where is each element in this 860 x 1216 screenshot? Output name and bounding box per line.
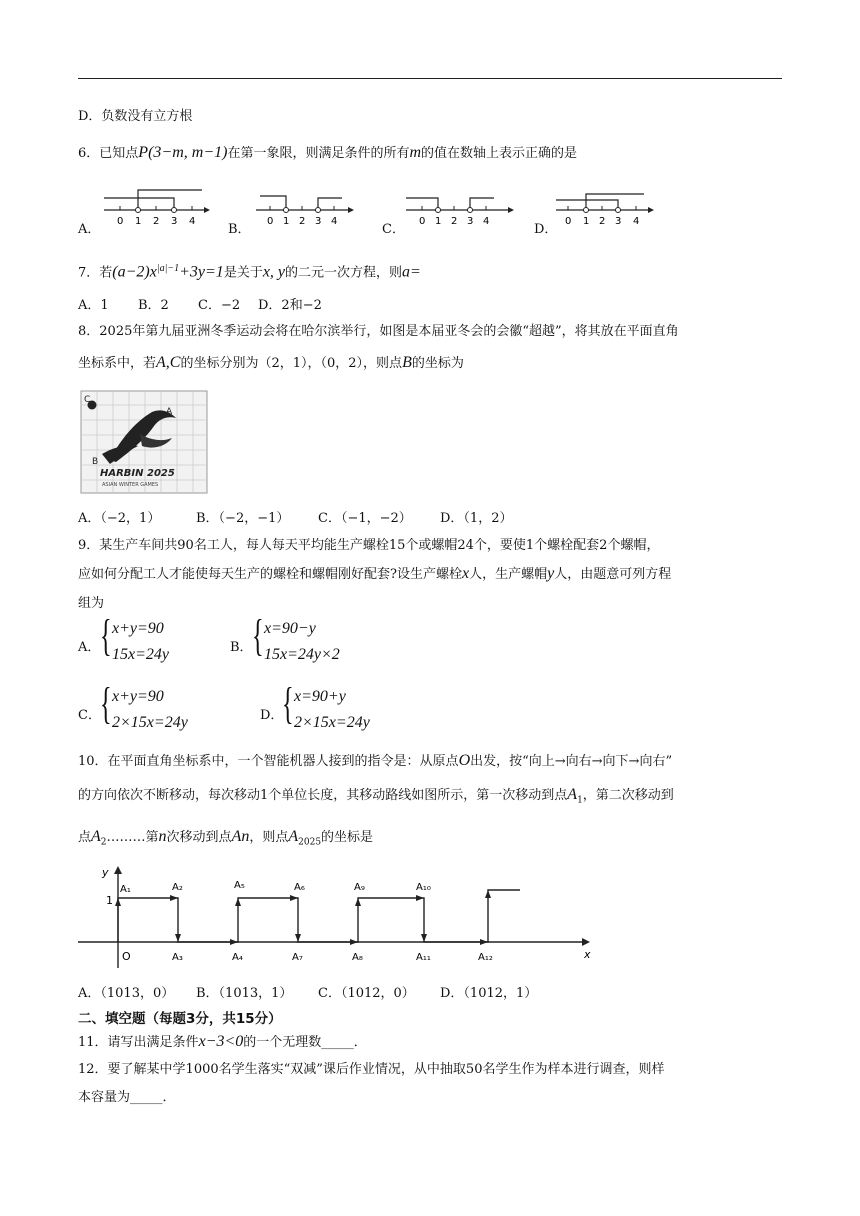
q6-stem (78, 144, 577, 163)
tick-label: 2 (299, 216, 306, 227)
q9-option-d-system (282, 679, 412, 736)
q7-vars: x, y (262, 263, 286, 281)
eq-2: 2×15x=24y (112, 714, 188, 731)
point-label-a8: A₈ (352, 952, 363, 963)
tick-label: 2 (451, 216, 458, 227)
q10-text-2b: ，第二次移动到 (582, 788, 674, 803)
q10-text-3c: 次移动到点 (166, 830, 232, 845)
q12-end: ． (162, 1090, 176, 1105)
graph-y-label: y (102, 866, 109, 879)
q12-text-1: 要了解某中学1000名学生落实“双减”课后作业情况，从中抽取50名学生作为样本进行调查，则样 (107, 1062, 665, 1077)
q9-option-d-label: D． (260, 708, 284, 723)
point-label-a11: A₁₁ (416, 952, 431, 963)
eq-1: x=90−y (264, 620, 316, 637)
q10-option-d: D．（1012，1） (440, 986, 538, 1001)
tick-label: 0 (117, 216, 124, 227)
logo-text: HARBIN 2025 (100, 468, 175, 479)
q8-option-b: B．（−2，−1） (196, 511, 290, 526)
tick-label: 0 (267, 216, 274, 227)
tick-label: 1 (583, 216, 590, 227)
q10-text-1a: 在平面直角坐标系中，一个智能机器人接到的指令是：从原点 (107, 754, 459, 769)
q10-a2: A (91, 828, 101, 845)
q9-number: 9． (78, 538, 100, 553)
q8-text-3: 的坐标分别为（2，1），（0，2），则点 (180, 356, 403, 371)
graph-origin-label: O (122, 950, 131, 963)
tick-label: 3 (615, 216, 622, 227)
q9-line-1 (78, 537, 659, 555)
q12-number: 12． (78, 1062, 108, 1077)
q6-option-a-numberline (100, 184, 210, 234)
q11-answer-blank[interactable]: _____ (321, 1035, 354, 1050)
q8-logo-figure (80, 390, 208, 494)
q10-a2025: A (288, 828, 299, 845)
q10-option-a: A．（1013，0） (78, 986, 175, 1001)
tick-label: 1 (435, 216, 442, 227)
tick-label: 1 (135, 216, 142, 227)
q6-text-2: 在第一象限，则满足条件的所有 (227, 146, 410, 161)
point-label-a10: A₁₀ (416, 882, 431, 893)
q8-text-1: 2025年第九届亚洲冬季运动会将在哈尔滨举行，如图是本届亚冬会的会徽“超越”，将其放在平面直角 (99, 324, 679, 339)
q10-path-graph (78, 862, 598, 972)
tick-label: 3 (467, 216, 474, 227)
tick-label: 3 (315, 216, 322, 227)
q8-ac: A,C (156, 354, 181, 371)
q10-text-3d: ，则点 (249, 830, 289, 845)
q12-line-1 (78, 1061, 664, 1079)
q7-text-3: 的二元一次方程，则 (285, 265, 403, 281)
q9-option-b-system (252, 611, 392, 668)
q9-text-2b: 人，生产螺帽 (469, 567, 548, 582)
q5-option-d: D．负数没有立方根 (78, 109, 193, 124)
q8-text-4: 的坐标为 (411, 356, 464, 371)
logo-subtext: ASIAN WINTER GAMES (102, 482, 159, 488)
q8-b: B (402, 354, 412, 371)
eq-1: x=90+y (294, 688, 346, 705)
tick-label: 4 (189, 216, 196, 227)
q6-var: m (409, 144, 422, 161)
tick-label: 4 (331, 216, 338, 227)
q8-number: 8． (78, 324, 100, 339)
q6-point: P (138, 144, 149, 161)
point-label-a7: A₇ (292, 952, 303, 963)
graph-x-label: x (584, 948, 591, 961)
logo-label-a: A (166, 407, 173, 417)
q10-text-2a: 的方向依次不断移动，每次移动1个单位长度，其移动路线如图所示，第一次移动到点 (78, 788, 568, 803)
eq-1: x+y=90 (112, 688, 164, 705)
q8-line-2 (78, 354, 464, 373)
q11-text-2: 的一个无理数 (243, 1035, 322, 1050)
q6-coords: (3−m, m−1) (148, 144, 228, 161)
q8-line-1 (78, 323, 679, 341)
graph-one-label: 1 (106, 894, 113, 907)
q6-option-d-numberline (552, 186, 662, 228)
q12-text-2: 本容量为 (78, 1090, 131, 1105)
q7-option-b: B．2 (138, 298, 169, 313)
q6-option-c-numberline (402, 190, 520, 230)
eq-1: x+y=90 (112, 620, 164, 637)
q6-number: 6． (78, 146, 100, 161)
q6-option-d-label: D． (534, 222, 558, 237)
tick-label: 2 (599, 216, 606, 227)
brace-icon: { (282, 679, 294, 728)
q10-a1-sub: 1 (577, 795, 583, 806)
point-label-a9: A₉ (354, 882, 365, 893)
brace-icon: { (100, 611, 112, 660)
tick-label: 3 (171, 216, 178, 227)
q9-text-2c: 人，由题意可列方程 (554, 567, 672, 582)
q9-option-c-label: C． (78, 708, 101, 723)
q8-option-a: A．（−2，1） (78, 511, 161, 526)
q9-line-3: 组为 (78, 596, 105, 611)
q9-x: x (461, 565, 470, 582)
brace-icon: { (100, 679, 112, 728)
q10-n: n (158, 828, 167, 845)
q10-o: O (458, 752, 471, 769)
q6-text-3: 的值在数轴上表示正确的是 (421, 146, 578, 161)
tick-label: 0 (565, 216, 572, 227)
tick-label: 2 (153, 216, 160, 227)
q9-option-a-system (100, 611, 220, 668)
logo-label-c: C (84, 395, 91, 405)
q8-option-c: C．（−1，−2） (318, 511, 412, 526)
q12-line-2 (78, 1089, 176, 1107)
q11-end: ． (353, 1035, 367, 1050)
q7-text-2: 是关于 (223, 265, 263, 281)
point-label-a4: A₄ (232, 952, 243, 963)
q10-a2-sub: 2 (100, 837, 107, 848)
q7-exponent: |a|−1 (156, 263, 180, 274)
q6-option-b-label: B． (228, 222, 251, 237)
q7-number: 7． (78, 265, 100, 281)
q9-option-b-label: B． (230, 640, 253, 655)
q9-text-2a: 应如何分配工人才能使每天生产的螺栓和螺帽刚好配套?设生产螺栓 (78, 567, 462, 582)
q10-number: 10． (78, 754, 108, 769)
q10-a1: A (567, 786, 578, 803)
point-label-a2: A₂ (172, 882, 183, 893)
q10-line-3 (78, 828, 373, 852)
q10-line-1 (78, 752, 672, 771)
logo-label-b: B (92, 457, 99, 467)
eq-2: 15x=24y×2 (264, 646, 340, 663)
q10-line-2 (78, 786, 674, 810)
q9-option-c-system (100, 679, 230, 736)
tick-label: 4 (633, 216, 640, 227)
q12-answer-blank[interactable]: _____ (130, 1090, 163, 1105)
brace-icon: { (252, 611, 264, 660)
q10-a2025-sub: 2025 (298, 837, 322, 848)
tick-label: 1 (283, 216, 290, 227)
q7-option-d: D．2和−2 (258, 298, 322, 313)
q7-option-a: A．1 (78, 298, 109, 313)
point-label-a5: A₅ (234, 880, 245, 891)
q9-text-1: 某生产车间共90名工人，每人每天平均能生产螺栓15个或螺帽24个，要使1个螺栓配套2个螺帽， (99, 538, 660, 553)
section-2-title: 二、填空题（每题3分，共15分） (78, 1011, 282, 1027)
q7-expr-2: +3y=1 (179, 263, 224, 281)
q6-text-1: 已知点 (99, 146, 139, 161)
q10-text-3a: 点 (78, 830, 92, 845)
q10-text-3b: ………第 (106, 830, 159, 845)
q9-option-a-label: A． (78, 640, 101, 655)
q9-line-2 (78, 565, 671, 584)
point-label-a12: A₁₂ (478, 952, 493, 963)
header-rule (78, 78, 782, 79)
q11-inequality: x−3<0 (198, 1033, 244, 1050)
q11-number: 11． (78, 1035, 108, 1050)
q6-option-c-label: C． (382, 222, 405, 237)
q7-expr-1: (a−2)x (112, 263, 157, 281)
q11-stem (78, 1033, 367, 1052)
q8-option-d: D．（1，2） (440, 511, 513, 526)
q7-avar: a= (402, 263, 421, 281)
eq-2: 2×15x=24y (294, 714, 370, 731)
q11-text-1: 请写出满足条件 (107, 1035, 199, 1050)
q10-text-1b: 出发，按“向上→向右→向下→向右” (470, 754, 673, 769)
q10-text-3e: 的坐标是 (321, 830, 374, 845)
tick-label: 0 (419, 216, 426, 227)
q7-stem (78, 260, 421, 282)
q6-option-a-label: A． (78, 222, 101, 237)
q10-option-c: C．（1012，0） (318, 986, 415, 1001)
q7-option-c: C．−2 (198, 298, 241, 313)
q10-an: An (231, 828, 250, 845)
q10-option-b: B．（1013，1） (196, 986, 293, 1001)
point-label-a3: A₃ (172, 952, 183, 963)
eq-2: 15x=24y (112, 646, 169, 663)
q7-text-1: 若 (99, 265, 113, 281)
point-label-a6: A₆ (294, 882, 305, 893)
q9-y: y (547, 565, 555, 582)
tick-label: 4 (483, 216, 490, 227)
q6-option-b-numberline (252, 190, 362, 230)
q8-text-2: 坐标系中，若 (78, 356, 157, 371)
point-label-a1: A₁ (120, 884, 131, 895)
